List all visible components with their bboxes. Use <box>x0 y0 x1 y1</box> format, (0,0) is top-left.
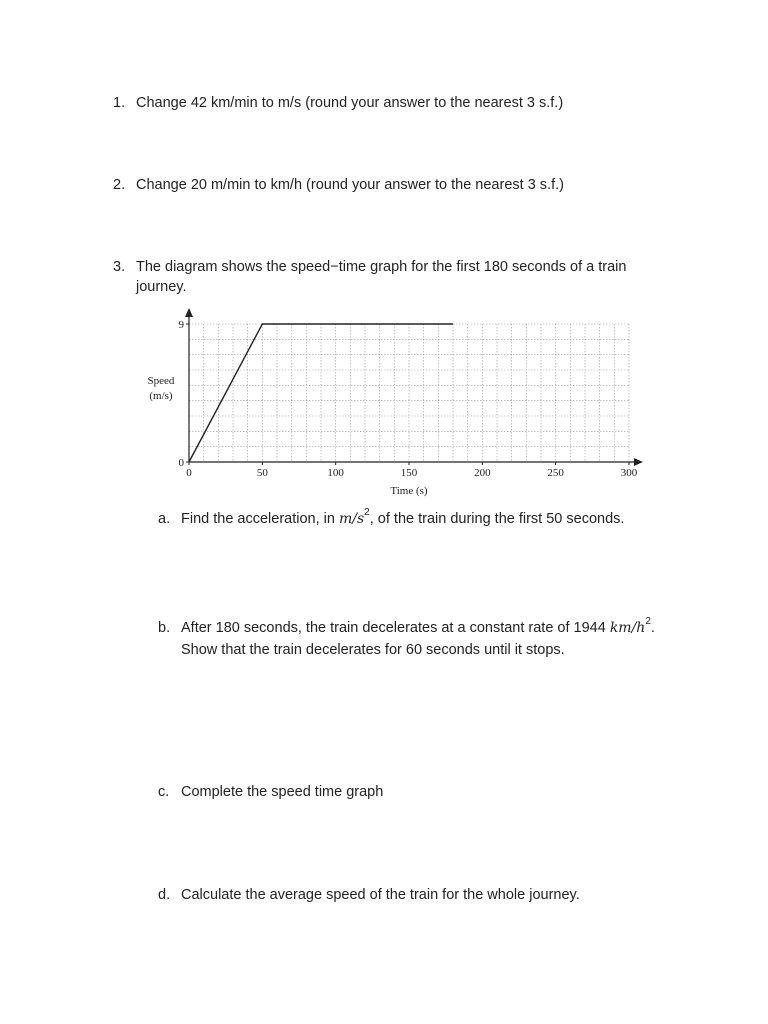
question-number: 1. <box>113 95 126 111</box>
question-3 <box>113 257 693 297</box>
unit-exponent: 2 <box>645 616 651 627</box>
y-axis-arrow <box>185 308 193 317</box>
part-text: After 180 seconds, the train decelerates at a constant rate of 1944 $km/h^2$. <box>181 616 655 636</box>
part-text-line2: Show that the train decelerates for 60 seconds until it stops. <box>181 642 565 658</box>
part-c <box>158 782 698 802</box>
question-text: Change 20 m/min to km/h (round your answer to the nearest 3 s.f.) <box>136 177 564 193</box>
part-b <box>158 618 698 660</box>
y-axis-label-line2: (m/s) <box>149 390 173 402</box>
question-text: Change 42 km/min to m/s (round your answer to the nearest 3 s.f.) <box>136 95 564 111</box>
part-label: a. <box>158 511 171 527</box>
question-2 <box>113 175 693 195</box>
part-text: Calculate the average speed of the train for the whole journey. <box>181 887 580 903</box>
x-axis-label: Time (s) <box>390 485 428 497</box>
x-tick-label: 150 <box>400 467 418 479</box>
question-number: 3. <box>113 259 126 275</box>
question-text-line2: journey. <box>136 279 187 295</box>
graph-axes <box>185 308 643 466</box>
y-tick-label: 9 <box>178 319 184 331</box>
part-a <box>158 509 698 531</box>
y-axis-label-line1: Speed <box>147 375 175 387</box>
question-1 <box>113 93 693 113</box>
x-tick-label: 300 <box>620 467 638 479</box>
part-text: Complete the speed time graph <box>181 784 384 800</box>
speed-time-graph <box>140 298 660 503</box>
part-label: c. <box>158 784 170 800</box>
graph-grid <box>189 324 629 462</box>
part-label: d. <box>158 887 171 903</box>
x-tick-label: 200 <box>474 467 491 479</box>
y-tick-label: 0 <box>178 457 184 469</box>
x-tick-label: 250 <box>547 467 564 479</box>
x-axis-arrow <box>634 458 643 466</box>
unit-math: km/h <box>609 620 646 636</box>
x-tick-label: 50 <box>256 467 268 479</box>
part-d <box>158 885 698 905</box>
unit-exponent: 2 <box>364 507 370 518</box>
question-number: 2. <box>113 177 126 193</box>
question-text-line1: The diagram shows the speed−time graph for the first 180 seconds of a train <box>136 259 627 275</box>
x-tick-label: 100 <box>327 467 344 479</box>
unit-math: m/s <box>338 511 365 527</box>
part-text: Find the acceleration, in $m/s^2$, of the train during the first 50 seconds. <box>181 507 625 527</box>
x-tick-label: 0 <box>186 467 192 479</box>
part-label: b. <box>158 620 171 636</box>
